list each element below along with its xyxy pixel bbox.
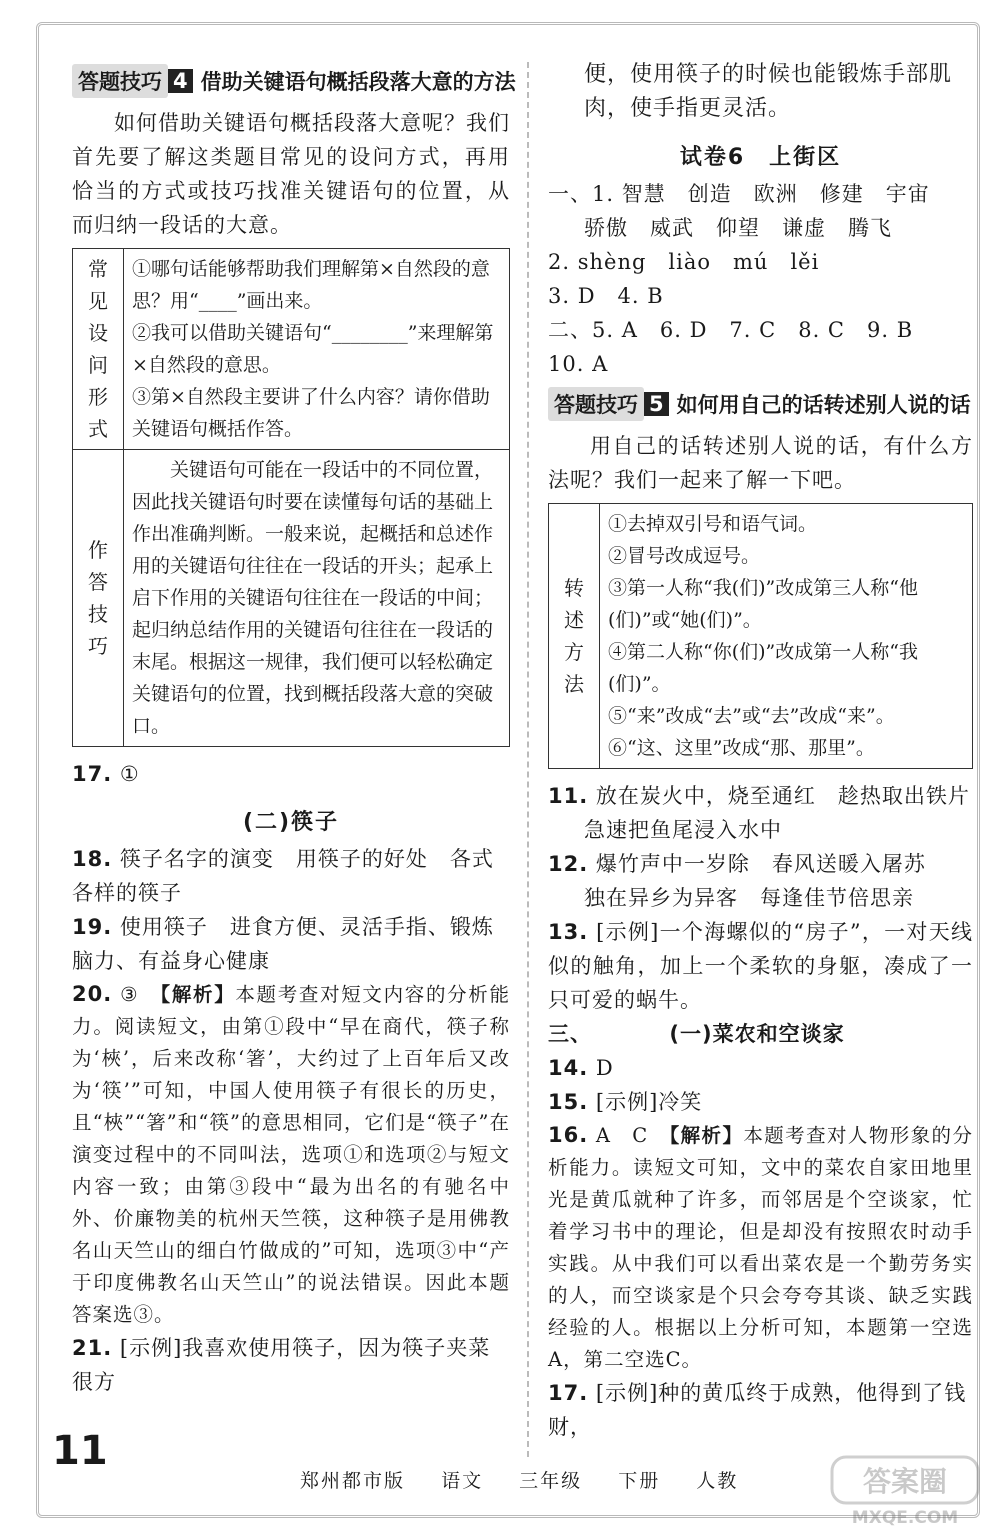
answer-21: 21. [示例]我喜欢使用筷子，因为筷子夹菜很方: [72, 1336, 491, 1394]
tip-4-intro: 如何借助关键语句概括段落大意呢？我们首先要了解这类题目常见的设问方式，再用恰当的方式或技巧找准关键语句的位置，从而归纳一段话的大意。: [72, 111, 510, 237]
answer-3-4: 3. D 4. B: [548, 284, 664, 308]
left-column: [72, 58, 516, 1399]
answer-17-right: 17. [示例]种的黄瓜终于成熟，他得到了钱财，: [548, 1381, 967, 1439]
tip-5-header: [548, 387, 973, 421]
answer-19: 19. 使用筷子 进食方便、灵活手指、锻炼脑力、有益身心健康: [72, 915, 494, 973]
tip-5-intro: 用自己的话转述别人说的话，有什么方法呢？我们一起来了解一下吧。: [548, 434, 973, 492]
footer-subject: 语文: [441, 1470, 484, 1492]
method-3: ③第一人称“我(们)”改成第三人称“他(们)”或“她(们)”。: [608, 577, 918, 631]
answer-17: 17. ①: [72, 762, 140, 786]
section-3-header: 三、 (一)菜农和空谈家: [548, 1022, 845, 1046]
answer-16: 16. A C 【解析】本题考查对人物形象的分析能力。读短文可知，文中的菜农自家田地里光是黄瓜就种了许多，而邻居是个空谈家，忙着学习书中的理论，但是却没有按照农时动手实践。从中我们可以看出菜农是一个勤劳务实的人，而空谈家是个只会夸夸其谈、缺乏实践经验的人。根据以上分析可知，本题第一空选A，第二空选C。: [548, 1123, 973, 1371]
answer-12-line2: 独在异乡为异客 每逢佳节倍思亲: [584, 886, 914, 910]
tip-4-header: [72, 64, 516, 98]
table-cell-skills: 关键语句可能在一段话中的不同位置，因此找关键语句时要在读懂每句话的基础上作出准确判断。一般来说，起概括和总述作用的关键语句往往在一段话的开头；起承上启下作用的关键语句往往在一段话的中间；起归纳总结作用的关键语句往往在一段话的末尾。根据这一规律，我们便可以轻松确定关键语句的位置，找到概括段落大意的突破口。: [124, 450, 510, 747]
question-form-2: ②我可以借助关键语句“________”来理解第×自然段的意思。: [132, 322, 494, 376]
tip-number: 5: [644, 392, 669, 416]
footer-grade: 三年级: [519, 1470, 583, 1492]
answer-11: 11. 放在炭火中，烧至通红 趁热取出铁片: [548, 784, 970, 808]
tip-number: 4: [168, 69, 193, 93]
column-divider: [527, 62, 529, 1457]
answer-10: 10. A: [548, 352, 609, 376]
answer-15: 15. [示例]冷笑: [548, 1090, 703, 1114]
answer-5-9: 二、5. A 6. D 7. C 8. C 9. B: [548, 318, 914, 342]
answer-14: 14. D: [548, 1056, 614, 1080]
tip-title: 借助关键语句概括段落大意的方法: [200, 70, 516, 94]
tip-label: 答题技巧: [72, 64, 168, 98]
question-form-3: ③第×自然段主要讲了什么内容？请你借助关键语句概括作答。: [132, 386, 490, 440]
method-4: ④第二人称“你(们)”改成第一人称“我(们)”。: [608, 641, 918, 695]
tip-5-table: [548, 503, 973, 769]
footer: [300, 1466, 766, 1493]
footer-edition: 郑州都市版: [300, 1470, 406, 1492]
answer-20: 20. ③ 【解析】本题考查对短文内容的分析能力。阅读短文，由第①段中“早在商代，筷子称为‘梜’，后来改称‘箸’，大约过了上百年后又改为‘筷’”可知，中国人使用筷子有很长的历史，且“梜”“箸”和“筷”的意思相同，它们是“筷子”在演变过程中的不同叫法，选项①和选项②与短文内容一致；由第③段中“最为出名的有驰名中外、价廉物美的杭州天竺筷，这种筷子是用佛教名山天竺山的细白竹做成的”可知，选项③中“产于印度佛教名山天竺山”的说法错误。因此本题答案选③。: [72, 982, 510, 1326]
method-5: ⑤“来”改成“去”或“去”改成“来”。: [608, 705, 895, 727]
tip-label: 答题技巧: [548, 387, 644, 421]
svg-text:答案圈: 答案圈: [862, 1465, 948, 1498]
svg-text:MXQE.COM: MXQE.COM: [851, 1508, 959, 1527]
watermark-logo: [830, 1455, 980, 1527]
method-2: ②冒号改成逗号。: [608, 545, 761, 567]
table-cell-questions: [124, 249, 510, 450]
question-form-1: ①哪句话能够帮助我们理解第×自然段的意思？用“____”画出来。: [132, 258, 490, 312]
table-cell-methods: [600, 504, 973, 769]
table-head-methods: 转述方法: [549, 504, 600, 769]
answer-12: 12. 爆竹声中一岁除 春风送暖入屠苏: [548, 852, 926, 876]
answer-1-line1: 一、1. 智慧 创造 欧洲 修建 宇宙: [548, 182, 930, 206]
answer-13: 13. [示例]一个海螺似的“房子”，一对天线似的触角，加上一个柔软的身躯，凑成了一只可爱的蜗牛。: [548, 920, 973, 1012]
page-number: 11: [52, 1428, 108, 1474]
exam-title: 试卷6 上街区: [679, 145, 842, 170]
table-head-skills: 作答技巧: [73, 450, 124, 747]
footer-volume: 下册: [618, 1470, 661, 1492]
footer-publisher: 人教: [696, 1470, 739, 1492]
answer-11-line2: 急速把鱼尾浸入水中: [584, 818, 782, 842]
section-title-chopsticks: (二)筷子: [242, 810, 340, 835]
answer-18: 18. 筷子名字的演变 用筷子的好处 各式各样的筷子: [72, 847, 494, 905]
answer-2: 2. shèng liào mú lěi: [548, 250, 820, 274]
method-6: ⑥“这、这里”改成“那、那里”。: [608, 737, 875, 759]
method-1: ①去掉双引号和语气词。: [608, 513, 818, 535]
right-column: [548, 58, 973, 1444]
table-head-questions: 常见设问形式: [73, 249, 124, 450]
answer-21-continued: 便，使用筷子的时候也能锻炼手部肌肉，使手指更灵活。: [584, 62, 953, 121]
tip-title: 如何用自己的话转述别人说的话: [676, 393, 971, 417]
answer-1-line2: 骄傲 威武 仰望 谦虚 腾飞: [584, 216, 892, 240]
tip-4-table: [72, 248, 510, 747]
